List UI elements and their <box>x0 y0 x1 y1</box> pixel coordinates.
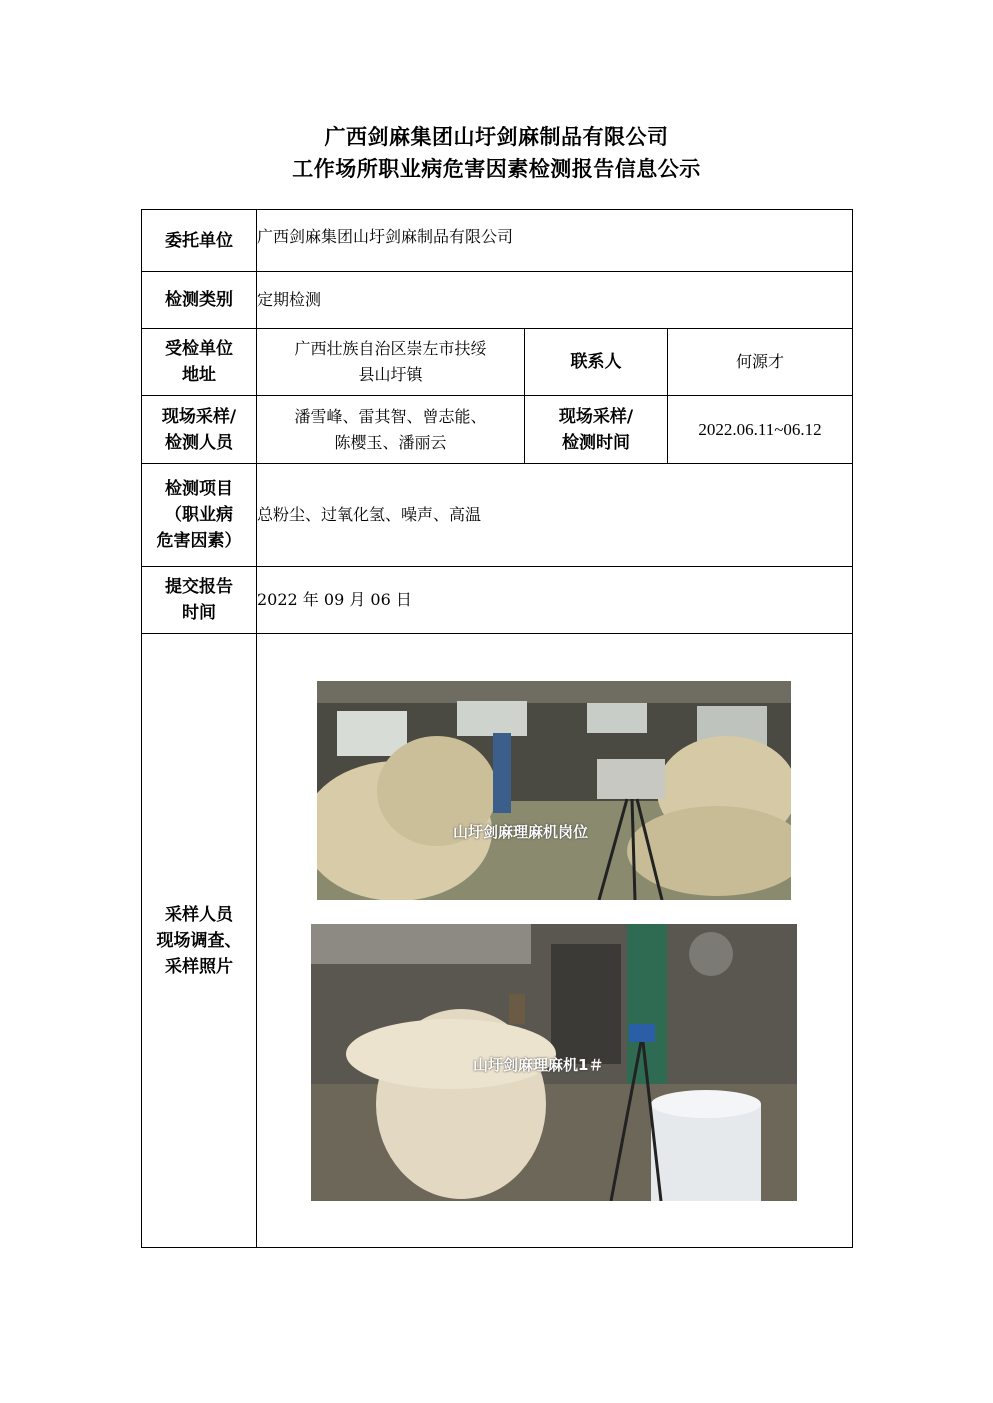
table-row-category <box>142 272 853 329</box>
page-title-line2: 工作场所职业病危害因素检测报告信息公示 <box>292 157 701 181</box>
photos-label-line1: 采样人员 <box>165 904 233 925</box>
category-value: 定期检测 <box>257 272 853 329</box>
photo-1-caption: 山圩剑麻理麻机岗位 <box>453 823 589 841</box>
report-value: 2022 年 09 月 06 日 <box>257 567 853 634</box>
site-photo-1 <box>317 681 791 900</box>
table-row-photos <box>142 634 853 1248</box>
site-photo-2 <box>311 924 797 1201</box>
photos-label <box>142 634 257 1248</box>
site-photo-1-image <box>317 681 791 900</box>
photos-container <box>257 634 852 1246</box>
report-label-line1: 提交报告 <box>165 577 233 597</box>
table-row-items <box>142 464 853 567</box>
contact-label: 联系人 <box>525 329 668 396</box>
address-value <box>257 329 525 396</box>
report-label <box>142 567 257 634</box>
client-label: 委托单位 <box>142 210 257 272</box>
items-label <box>142 464 257 567</box>
staff-label <box>142 396 257 464</box>
table-row-staff <box>142 396 853 464</box>
staff-value-line1: 潘雪峰、雷其智、曾志能、 <box>294 406 487 426</box>
category-label: 检测类别 <box>142 272 257 329</box>
address-label-line1: 受检单位 <box>165 339 233 359</box>
report-info-table <box>141 209 853 1248</box>
sampling-time-label-line1: 现场采样/ <box>558 406 634 427</box>
address-label-line2: 地址 <box>182 365 216 385</box>
address-value-line2: 县山圩镇 <box>358 365 423 384</box>
sampling-time-label-line2: 检测时间 <box>562 432 630 453</box>
address-value-line1: 广西壮族自治区崇左市扶绥 <box>294 339 487 358</box>
staff-value-line2: 陈樱玉、潘丽云 <box>334 432 447 452</box>
client-value: 广西剑麻集团山圩剑麻制品有限公司 <box>257 210 853 272</box>
items-label-line2: （职业病 <box>165 505 233 525</box>
address-label <box>142 329 257 396</box>
sampling-time-label <box>525 396 668 464</box>
table-row-client <box>142 210 853 272</box>
table-row-address <box>142 329 853 396</box>
photo-2-caption: 山圩剑麻理麻机1＃ <box>473 1056 604 1074</box>
items-label-line1: 检测项目 <box>165 479 233 499</box>
report-label-line2: 时间 <box>182 603 216 623</box>
photos-cell <box>257 634 853 1248</box>
sampling-time-value: 2022.06.11~06.12 <box>668 396 853 464</box>
table-row-report <box>142 567 853 634</box>
contact-value: 何源才 <box>668 329 853 396</box>
page-title-line1: 广西剑麻集团山圩剑麻制品有限公司 <box>324 125 669 149</box>
photos-label-line2: 现场调查、 <box>156 930 242 951</box>
staff-label-line2: 检测人员 <box>165 432 233 453</box>
staff-label-line1: 现场采样/ <box>161 406 237 427</box>
photos-label-line3: 采样照片 <box>165 956 233 977</box>
staff-value <box>257 396 525 464</box>
items-value: 总粉尘、过氧化氢、噪声、高温 <box>257 464 853 567</box>
items-label-line3: 危害因素） <box>156 531 242 551</box>
